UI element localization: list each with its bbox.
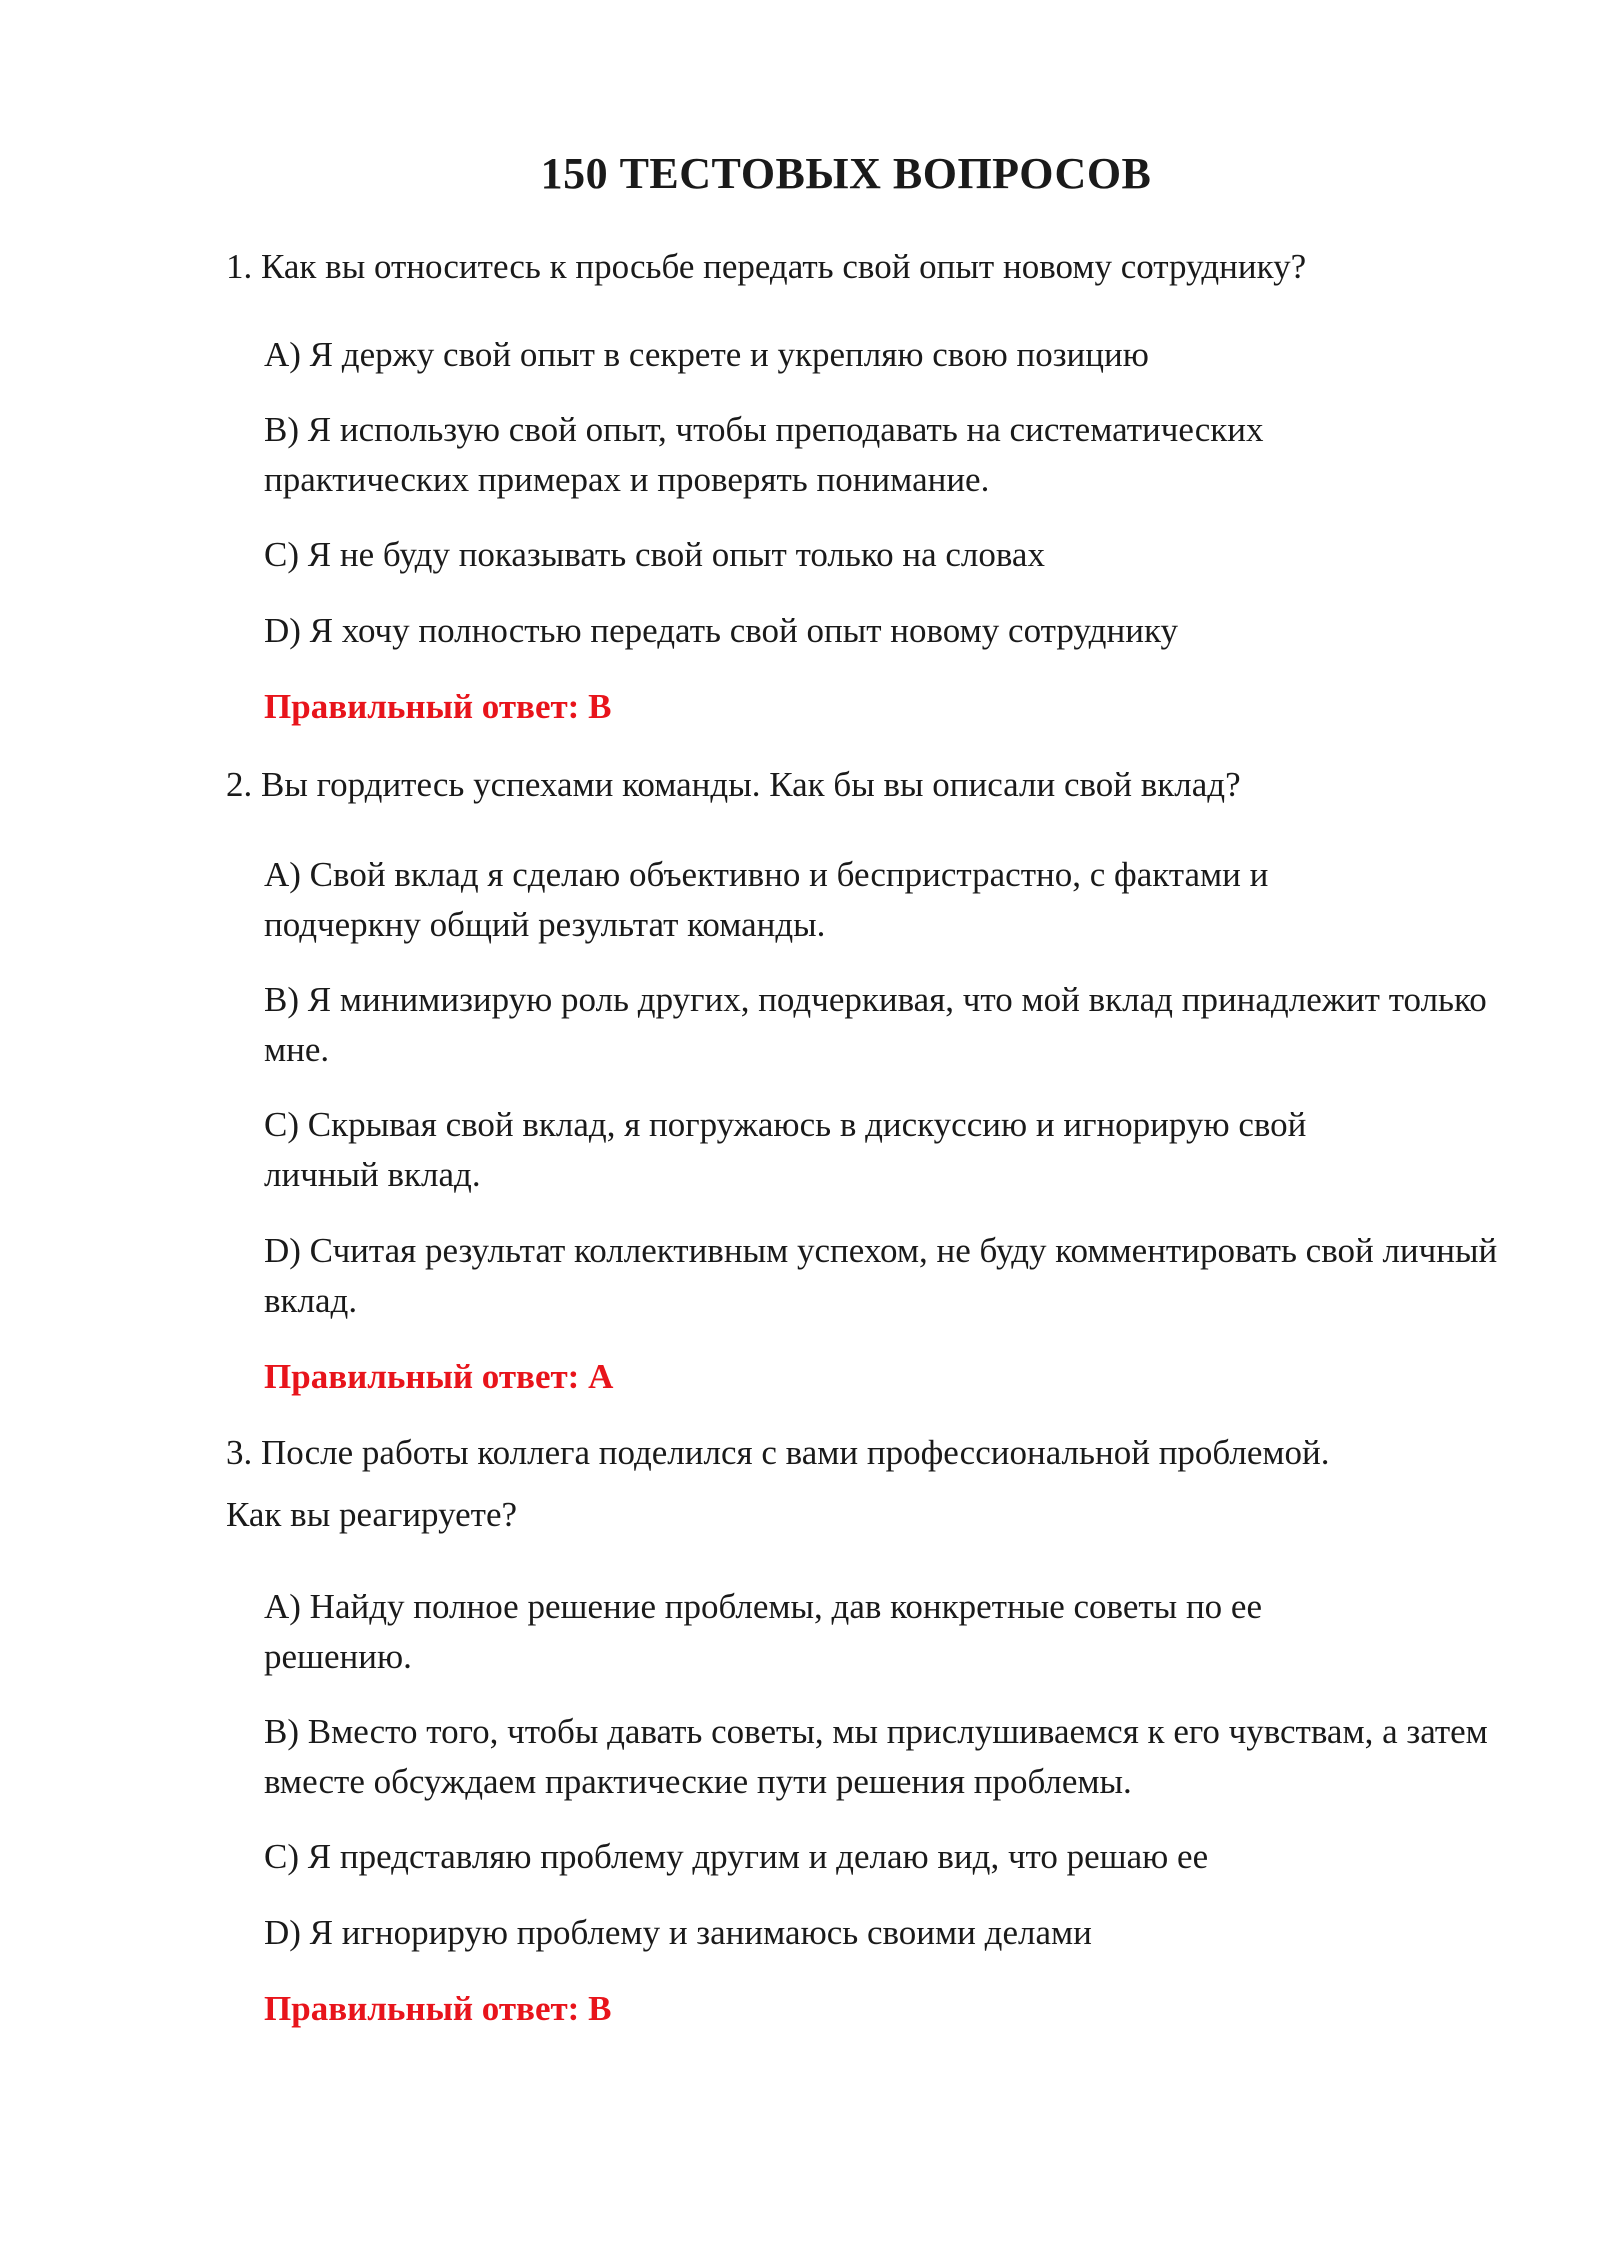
question-2-text: 2. Вы гордитесь успехами команды. Как бы вы описали свой вклад? xyxy=(226,765,1241,804)
question-1-option-a: A) Я держу свой опыт в секрете и укрепляю свою позицию xyxy=(264,335,1149,374)
document-title: 150 ТЕСТОВЫХ ВОПРОСОВ xyxy=(540,149,1152,198)
question-1-text: 1. Как вы относитесь к просьбе передать свой опыт новому сотруднику? xyxy=(226,247,1307,286)
question-2-option-d: D) Считая результат коллективным успехом, не буду комментировать свой личный вклад. xyxy=(264,1231,1498,1320)
question-3-correct-answer: Правильный ответ: B xyxy=(264,1989,612,2028)
question-3-option-a: A) Найду полное решение проблемы, дав конкретные советы по ее решению. xyxy=(264,1587,1262,1676)
question-1-option-c: C) Я не буду показывать свой опыт только на словах xyxy=(264,535,1045,574)
question-2-option-c: C) Скрывая свой вклад, я погружаюсь в дискуссию и игнорирую свой личный вклад. xyxy=(264,1105,1307,1194)
question-2-option-a: A) Свой вклад я сделаю объективно и беспристрастно, с фактами и подчеркну общий результат команды. xyxy=(264,855,1269,944)
question-3-option-b: B) Вместо того, чтобы давать советы, мы прислушиваемся к его чувствам, а затем вместе обсуждаем практические пути решения проблемы. xyxy=(264,1712,1488,1801)
question-1-option-d: D) Я хочу полностью передать свой опыт новому сотруднику xyxy=(264,611,1178,650)
question-1-correct-answer: Правильный ответ: B xyxy=(264,687,612,726)
question-3-option-c: C) Я представляю проблему другим и делаю вид, что решаю ее xyxy=(264,1837,1209,1876)
question-2-correct-answer: Правильный ответ: A xyxy=(264,1357,614,1396)
question-3-option-d: D) Я игнорирую проблему и занимаюсь своими делами xyxy=(264,1913,1092,1952)
question-1-option-b: B) Я использую свой опыт, чтобы преподавать на систематических практических примерах и проверять понимание. xyxy=(264,410,1264,499)
question-3-text-line-2: Как вы реагируете? xyxy=(226,1495,518,1534)
question-3-text-line-1: 3. После работы коллега поделился с вами профессиональной проблемой. xyxy=(226,1433,1330,1472)
question-2-option-b: B) Я минимизирую роль других, подчеркивая, что мой вклад принадлежит только мне. xyxy=(264,980,1487,1069)
